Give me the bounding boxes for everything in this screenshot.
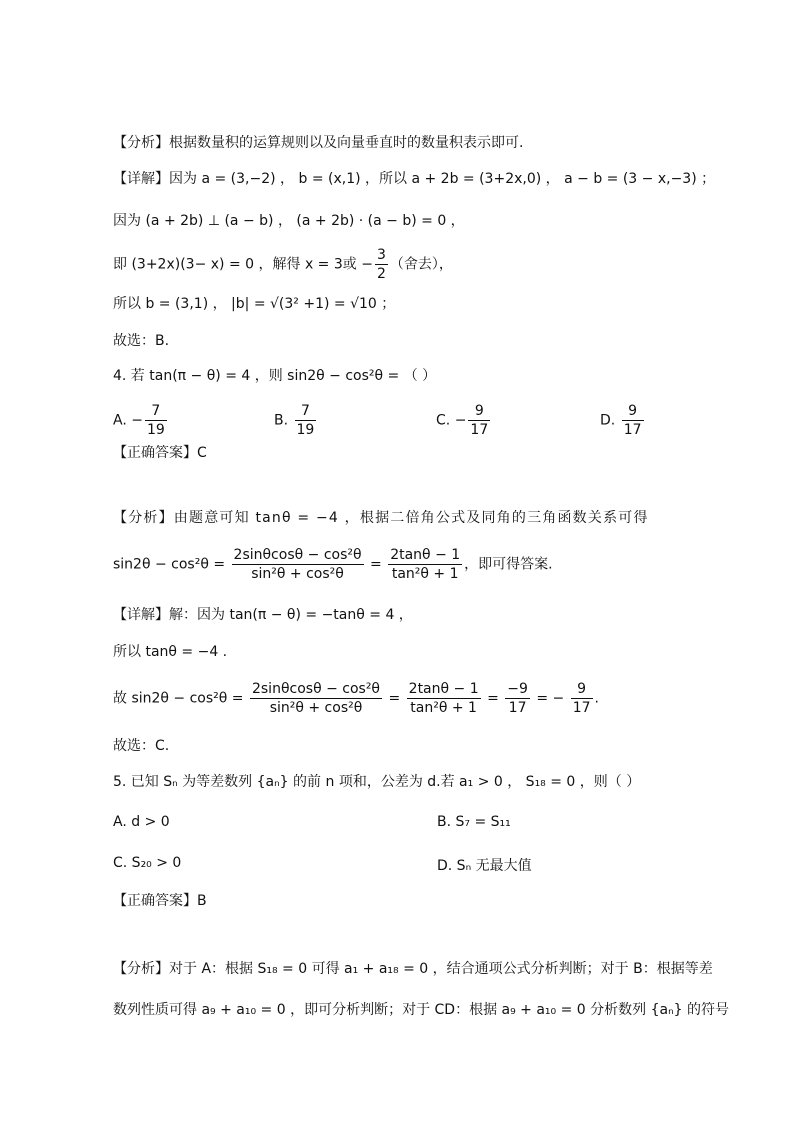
fraction	[571, 680, 593, 717]
detail-line-3	[113, 246, 453, 283]
fraction	[388, 546, 462, 583]
fraction-numerator: 2sinθcosθ − cos²θ	[251, 681, 381, 697]
fraction	[407, 680, 481, 717]
fraction-numerator: 9	[622, 402, 644, 421]
fraction	[232, 546, 364, 583]
option-label: A.	[113, 412, 127, 429]
fraction	[145, 402, 167, 439]
fraction-numerator: 2tanθ − 1	[408, 681, 479, 697]
q5-analysis-1: 【分析】对于 A：根据 S₁₈ = 0 可得 a₁ + a₁₈ = 0 ，结合通项公式分析判断；对于 B：根据等差	[113, 961, 713, 977]
fraction-numerator: 2tanθ − 1	[390, 547, 461, 563]
q5-answer: 【正确答案】B	[113, 893, 207, 909]
expr-tail: ，即可得答案.	[464, 556, 553, 573]
detail-line-4: 所以 b = (3,1) ， |b| = √(3² +1) = √10 ；	[113, 296, 396, 312]
expr-lhs: 故 sin2θ − cos²θ =	[113, 690, 244, 707]
q4-detail-2: 所以 tanθ = −4 .	[113, 644, 228, 660]
expr-tail: .	[594, 690, 599, 707]
q4-option-b	[274, 402, 318, 439]
q4-analysis-1: 【分析】由题意可知 tanθ = −4 ，根据二倍角公式及同角的三角函数关系可得	[113, 510, 649, 526]
equals-sign: =	[487, 690, 499, 707]
question-5: 5. 已知 Sₙ 为等差数列 {aₙ} 的前 n 项和，公差为 d.若 a₁ > 0 ， S₁₈ = 0 ，则（ ）	[113, 774, 641, 790]
analysis-line: 【分析】根据数量积的运算规则以及向量垂直时的数量积表示即可.	[113, 135, 524, 151]
fraction-numerator: −9	[507, 681, 528, 697]
q4-option-c	[436, 402, 492, 439]
q5-analysis-2: 数列性质可得 a₉ + a₁₀ = 0 ，即可分析判断；对于 CD：根据 a₉ + a₁₀ = 0 分析数列 {aₙ} 的符号	[113, 1002, 730, 1018]
fraction	[375, 246, 388, 283]
option-sign: −	[131, 412, 143, 429]
q4-choice: 故选：C.	[113, 738, 170, 754]
fraction-numerator: 9	[468, 402, 490, 421]
fraction-denominator: 17	[623, 422, 642, 438]
fraction-denominator: 17	[508, 700, 527, 716]
expr-lhs: sin2θ − cos²θ =	[113, 556, 226, 573]
fraction	[250, 680, 382, 717]
choice-line: 故选：B.	[113, 333, 170, 349]
fraction-denominator: 17	[572, 700, 591, 716]
fraction-denominator: tan²θ + 1	[391, 566, 459, 582]
q4-detail-3	[113, 680, 599, 717]
fraction-numerator: 7	[145, 402, 167, 421]
detail-line-3-text: 即 (3+2x)(3− x) = 0 ，解得 x = 3或 −	[113, 256, 373, 273]
q4-detail-1: 【详解】解：因为 tan(π − θ) = −tanθ = 4 ，	[113, 607, 413, 623]
equals-sign: =	[370, 556, 382, 573]
equals-sign: = −	[536, 690, 565, 707]
q5-option-b: B. S₇ = S₁₁	[437, 814, 511, 830]
q4-answer: 【正确答案】C	[113, 445, 207, 461]
q5-option-c: C. S₂₀ > 0	[113, 855, 182, 871]
fraction-denominator: 19	[146, 422, 165, 438]
fraction-numerator: 7	[295, 402, 317, 421]
fraction-denominator: sin²θ + cos²θ	[251, 566, 344, 582]
option-label: B.	[274, 412, 289, 429]
detail-line-1: 【详解】因为 a = (3,−2) ， b = (x,1) ，所以 a + 2b = (3+2x,0) ， a − b = (3 − x,−3) ；	[113, 171, 716, 187]
q4-option-d	[600, 402, 646, 439]
fraction-denominator: 17	[470, 422, 489, 438]
fraction	[468, 402, 490, 439]
option-sign: −	[454, 412, 467, 429]
fraction-denominator: 2	[376, 266, 386, 282]
detail-line-3-tail: （舍去），	[389, 256, 453, 273]
fraction-numerator: 3	[376, 247, 386, 263]
q5-option-a: A. d > 0	[113, 814, 170, 830]
fraction-denominator: tan²θ + 1	[410, 700, 477, 716]
q4-analysis-2	[113, 546, 553, 583]
equals-sign: =	[388, 690, 401, 707]
q4-option-a	[113, 402, 169, 439]
fraction	[622, 402, 644, 439]
fraction	[505, 680, 530, 717]
fraction	[295, 402, 317, 439]
fraction-denominator: 19	[296, 422, 315, 438]
option-label: C.	[436, 412, 451, 429]
q5-option-d: D. Sₙ 无最大值	[437, 858, 532, 874]
detail-line-2: 因为 (a + 2b) ⊥ (a − b) ， (a + 2b) · (a − b) = 0 ，	[113, 213, 465, 229]
question-4: 4. 若 tan(π − θ) = 4 ，则 sin2θ − cos²θ = （ ）	[113, 368, 437, 384]
option-label: D.	[600, 412, 616, 429]
fraction-denominator: sin²θ + cos²θ	[269, 700, 363, 716]
fraction-numerator: 9	[571, 680, 593, 699]
fraction-numerator: 2sinθcosθ − cos²θ	[233, 547, 362, 563]
